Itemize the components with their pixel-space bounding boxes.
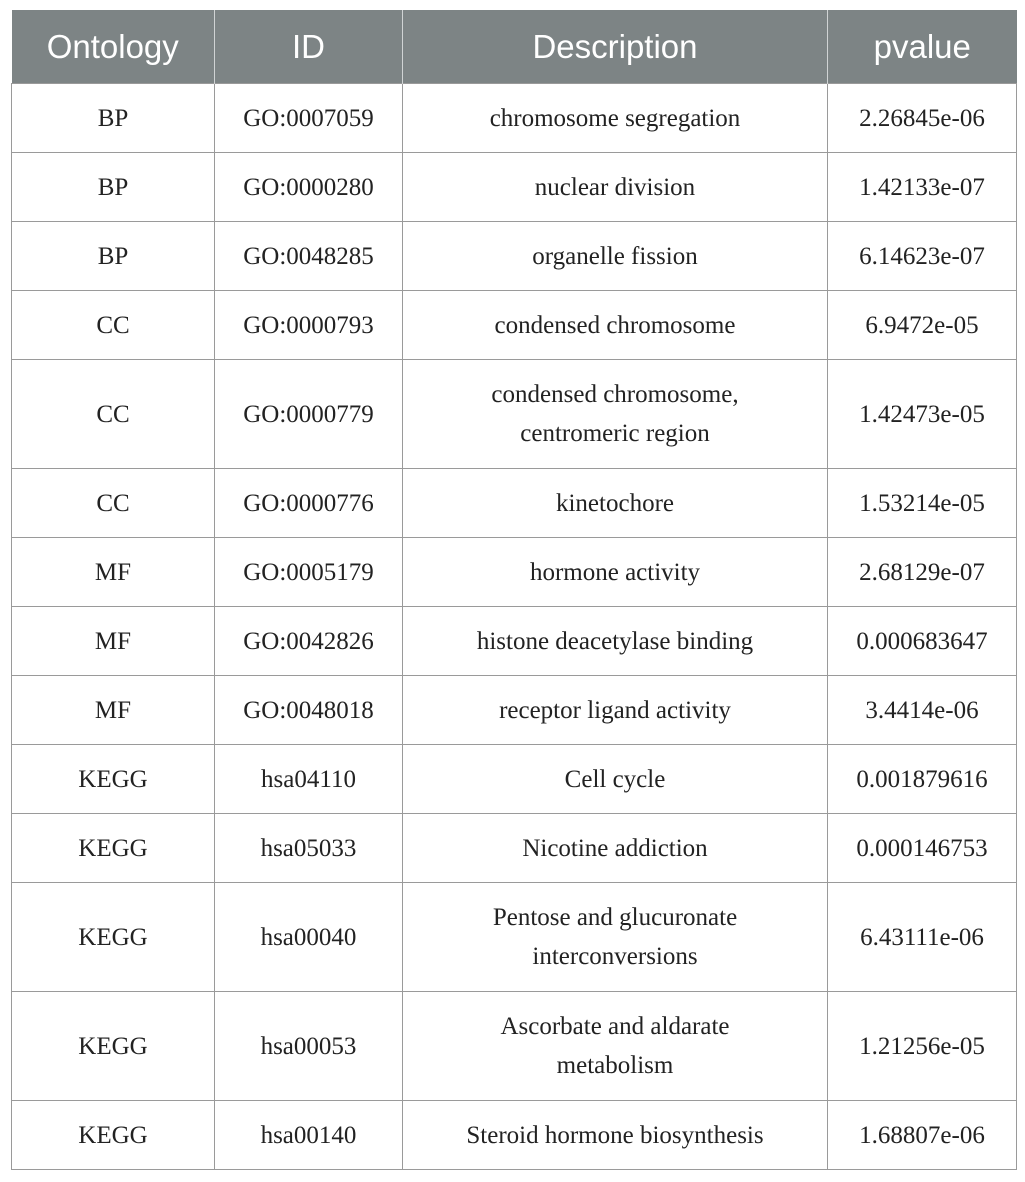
cell-ontology: CC <box>12 360 215 469</box>
cell-ontology: MF <box>12 538 215 607</box>
cell-description: nuclear division <box>403 153 828 222</box>
table-row <box>12 538 1017 607</box>
cell-pvalue: 6.43111e-06 <box>828 883 1017 992</box>
cell-ontology: KEGG <box>12 745 215 814</box>
cell-ontology: KEGG <box>12 814 215 883</box>
header-id: ID <box>215 10 403 84</box>
table-row <box>12 222 1017 291</box>
cell-id: GO:0007059 <box>215 84 403 153</box>
cell-ontology: MF <box>12 607 215 676</box>
header-pvalue: pvalue <box>828 10 1017 84</box>
cell-id: GO:0048285 <box>215 222 403 291</box>
cell-pvalue: 1.68807e-06 <box>828 1101 1017 1170</box>
cell-description: condensed chromosome, centromeric region <box>403 360 828 469</box>
cell-description: receptor ligand activity <box>403 676 828 745</box>
cell-pvalue: 0.000683647 <box>828 607 1017 676</box>
enrichment-table-container <box>11 10 1016 1170</box>
cell-id: GO:0000776 <box>215 469 403 538</box>
table-row <box>12 883 1017 992</box>
cell-description: chromosome segregation <box>403 84 828 153</box>
cell-description: Steroid hormone biosynthesis <box>403 1101 828 1170</box>
table-row <box>12 745 1017 814</box>
cell-pvalue: 1.53214e-05 <box>828 469 1017 538</box>
table-row <box>12 607 1017 676</box>
cell-description: condensed chromosome <box>403 291 828 360</box>
cell-pvalue: 1.42473e-05 <box>828 360 1017 469</box>
cell-id: GO:0042826 <box>215 607 403 676</box>
cell-pvalue: 1.42133e-07 <box>828 153 1017 222</box>
cell-ontology: KEGG <box>12 992 215 1101</box>
cell-id: hsa00053 <box>215 992 403 1101</box>
cell-pvalue: 2.26845e-06 <box>828 84 1017 153</box>
enrichment-table <box>11 10 1017 1170</box>
cell-id: hsa00040 <box>215 883 403 992</box>
cell-id: hsa00140 <box>215 1101 403 1170</box>
cell-description: kinetochore <box>403 469 828 538</box>
cell-pvalue: 1.21256e-05 <box>828 992 1017 1101</box>
header-description: Description <box>403 10 828 84</box>
cell-ontology: BP <box>12 153 215 222</box>
cell-ontology: MF <box>12 676 215 745</box>
cell-description: Cell cycle <box>403 745 828 814</box>
cell-description: Nicotine addiction <box>403 814 828 883</box>
cell-ontology: KEGG <box>12 883 215 992</box>
cell-id: GO:0005179 <box>215 538 403 607</box>
cell-pvalue: 6.14623e-07 <box>828 222 1017 291</box>
cell-id: hsa04110 <box>215 745 403 814</box>
cell-description: hormone activity <box>403 538 828 607</box>
header-row <box>12 10 1017 84</box>
table-row <box>12 291 1017 360</box>
table-row <box>12 992 1017 1101</box>
table-row <box>12 814 1017 883</box>
cell-ontology: KEGG <box>12 1101 215 1170</box>
cell-ontology: CC <box>12 469 215 538</box>
cell-description: histone deacetylase binding <box>403 607 828 676</box>
table-row <box>12 469 1017 538</box>
table-row <box>12 153 1017 222</box>
cell-ontology: CC <box>12 291 215 360</box>
table-row <box>12 84 1017 153</box>
cell-pvalue: 2.68129e-07 <box>828 538 1017 607</box>
table-row <box>12 1101 1017 1170</box>
cell-ontology: BP <box>12 84 215 153</box>
cell-id: hsa05033 <box>215 814 403 883</box>
cell-id: GO:0000779 <box>215 360 403 469</box>
table-row <box>12 676 1017 745</box>
cell-id: GO:0000280 <box>215 153 403 222</box>
cell-id: GO:0048018 <box>215 676 403 745</box>
cell-pvalue: 0.001879616 <box>828 745 1017 814</box>
header-ontology: Ontology <box>12 10 215 84</box>
cell-description: Ascorbate and aldarate metabolism <box>403 992 828 1101</box>
cell-description: Pentose and glucuronate interconversions <box>403 883 828 992</box>
cell-pvalue: 3.4414e-06 <box>828 676 1017 745</box>
cell-description: organelle fission <box>403 222 828 291</box>
table-row <box>12 360 1017 469</box>
cell-ontology: BP <box>12 222 215 291</box>
cell-pvalue: 0.000146753 <box>828 814 1017 883</box>
cell-pvalue: 6.9472e-05 <box>828 291 1017 360</box>
cell-id: GO:0000793 <box>215 291 403 360</box>
